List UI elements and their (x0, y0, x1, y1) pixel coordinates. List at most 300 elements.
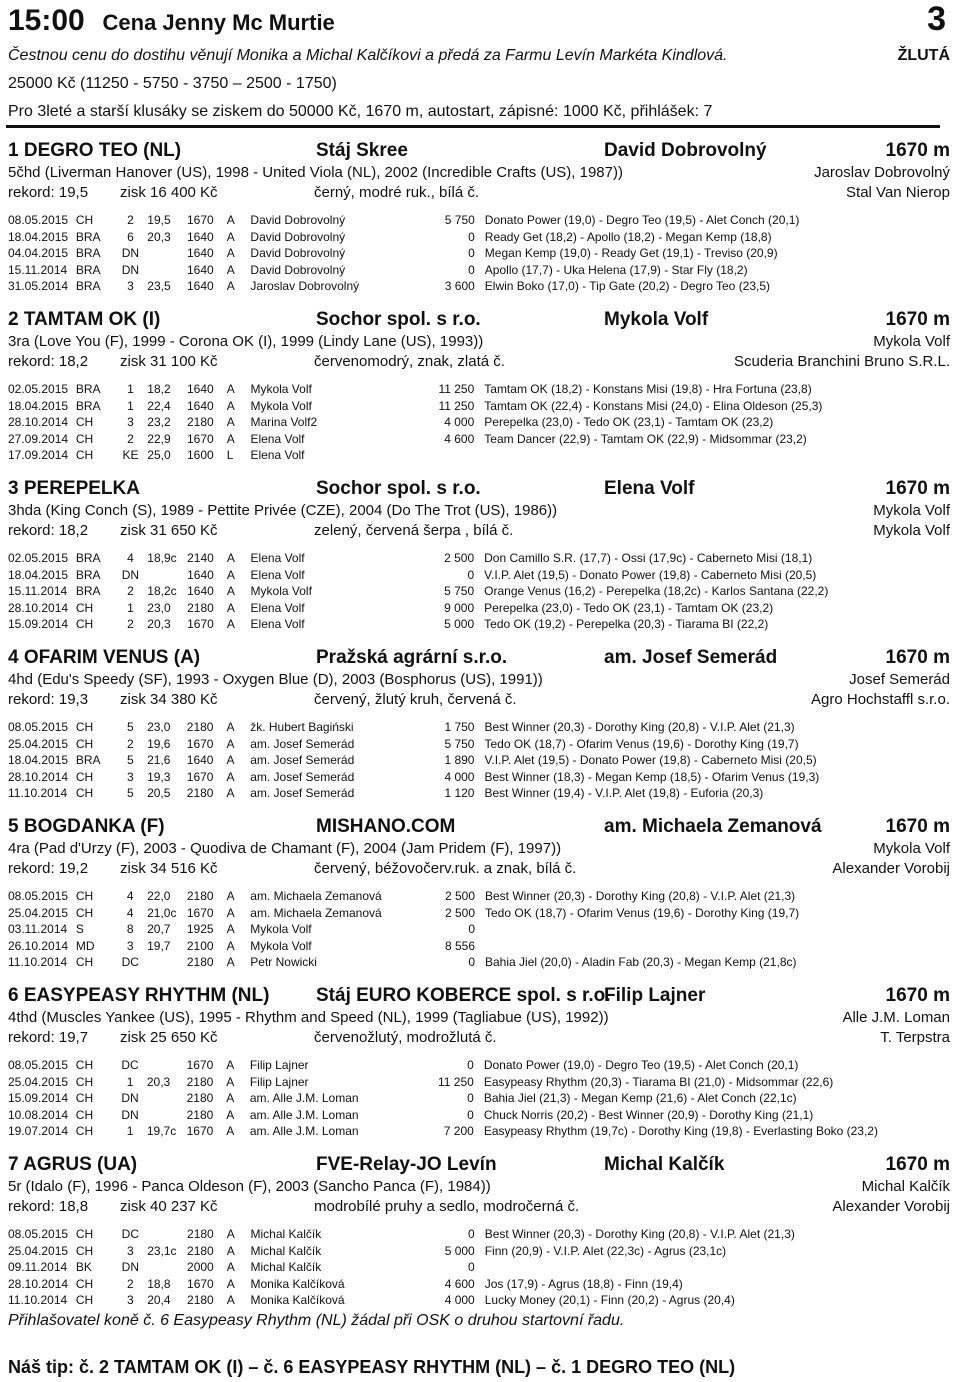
start-date: 25.04.2015 (8, 1243, 69, 1258)
horse-pedigree: 4thd (Muscles Yankee (US), 1995 - Rhythm and Speed (NL), 1999 (Tagliabue (US), 1992)) (8, 1009, 609, 1026)
start-driver: Elena Volf (250, 431, 305, 446)
start-place: 2 (127, 617, 134, 632)
horse-name: 6 EASYPEASY RHYTHM (NL) (8, 985, 270, 1006)
horse-owner: Alexander Vorobij (832, 1198, 950, 1215)
horse-pedigree-row (8, 502, 952, 522)
start-track: BRA (75, 584, 101, 599)
horse-record-row (8, 860, 952, 880)
start-place: KE (122, 448, 139, 463)
start-row (8, 567, 952, 584)
horse-name: 1 DEGRO TEO (NL) (8, 140, 182, 161)
horse-trainer: Michal Kalčík (861, 1178, 950, 1195)
start-place: 1 (126, 1074, 134, 1089)
start-driver: Michal Kalčík (250, 1243, 322, 1258)
start-time: 18,8 (147, 1276, 171, 1291)
start-date: 17.09.2014 (8, 448, 69, 463)
start-driver: am. Michaela Zemanová (250, 889, 382, 904)
start-driver: Elena Volf (250, 567, 305, 582)
start-prize: 5 750 (444, 213, 475, 228)
recent-starts-table (8, 1057, 952, 1140)
start-track: BK (75, 1260, 92, 1275)
horse-entry (8, 1154, 952, 1322)
start-place: 2 (127, 1276, 134, 1291)
horse-driver: Elena Volf (604, 478, 695, 499)
horse-entry (8, 985, 952, 1153)
horse-name: 3 PEREPELKA (8, 478, 140, 499)
start-type: A (226, 905, 235, 920)
horse-stable: FVE-Relay-JO Levín (316, 1154, 497, 1175)
start-distance: 2180 (187, 1293, 214, 1308)
start-result: Donato Power (19,0) - Degro Teo (19,5) - Alet Conch (20,1) (484, 213, 800, 228)
start-result: Ready Get (18,2) - Apollo (18,2) - Megan Kemp (18,8) (484, 229, 772, 244)
start-distance: 2180 (186, 720, 214, 735)
start-date: 15.09.2014 (8, 1091, 69, 1106)
start-distance: 1670 (186, 905, 214, 920)
horse-driver: am. Michaela Zemanová (604, 816, 822, 837)
start-time: 20,3 (147, 229, 171, 244)
start-prize: 0 (468, 955, 475, 970)
start-type: A (226, 1293, 235, 1308)
start-type: A (226, 213, 235, 228)
start-distance: 1640 (187, 567, 214, 582)
race-number: 3 (927, 0, 946, 38)
horse-pedigree-row (8, 333, 952, 353)
start-row (8, 1123, 952, 1140)
horse-pedigree-row (8, 1009, 952, 1029)
start-result: V.I.P. Alet (19,5) - Donato Power (19,8) - Caberneto Misi (20,5) (484, 567, 817, 582)
start-time: 25,0 (147, 448, 171, 463)
start-place: 1 (126, 1124, 134, 1139)
start-type: A (226, 889, 235, 904)
start-result: Megan Kemp (19,0) - Ready Get (19,1) - Treviso (20,9) (484, 246, 778, 261)
start-date: 11.10.2014 (8, 1293, 68, 1308)
start-place: 4 (126, 905, 134, 920)
start-distance: 1670 (186, 736, 214, 751)
horse-colors: červenožlutý, modrožlutá č. (314, 1029, 497, 1046)
horse-pedigree-row (8, 671, 952, 691)
start-result: Bahia Jiel (21,3) - Megan Kemp (21,6) - Alet Conch (22,1c) (483, 1091, 797, 1106)
horse-name: 4 OFARIM VENUS (A) (8, 647, 201, 668)
start-place: DN (121, 262, 140, 277)
start-distance: 2180 (187, 1243, 214, 1258)
start-row (8, 245, 952, 262)
start-time: 21,0c (147, 905, 177, 920)
start-time: 23,0 (147, 600, 171, 615)
start-result: Best Winner (19,4) - V.I.P. Alet (19,8) - Euforia (20,3) (484, 786, 764, 801)
race-conditions: Pro 3leté a starší klusáky se ziskem do 50000 Kč, 1670 m, autostart, zápisné: 1000 Kč, přihlášek: 7 (8, 103, 713, 120)
start-row (8, 1074, 952, 1091)
horse-record: rekord: 19,5 (8, 184, 89, 201)
horse-title-row (8, 478, 952, 502)
start-prize: 11 250 (438, 1074, 474, 1089)
start-row (8, 381, 952, 398)
start-track: BRA (75, 551, 101, 566)
start-place: DN (121, 246, 140, 261)
horse-name: 7 AGRUS (UA) (8, 1154, 138, 1175)
horse-earnings: zisk 25 650 Kč (120, 1029, 218, 1046)
start-place: 2 (126, 736, 134, 751)
start-result: Apollo (17,7) - Uka Helena (17,9) - Star Fly (18,2) (484, 262, 748, 277)
start-type: A (226, 1074, 235, 1089)
start-track: S (75, 922, 84, 937)
start-place: 5 (126, 786, 134, 801)
start-date: 08.05.2015 (8, 889, 69, 904)
start-driver: Marina Volf2 (250, 415, 318, 430)
start-prize: 0 (467, 1107, 474, 1122)
horse-driver: Mykola Volf (604, 309, 709, 330)
start-driver: David Dobrovolný (250, 262, 346, 277)
start-place: DN (121, 567, 140, 582)
start-time: 21,6 (147, 753, 171, 768)
start-distance: 1640 (186, 229, 214, 244)
start-row (8, 954, 952, 971)
start-prize: 5 000 (444, 617, 475, 632)
horse-colors: zelený, červená šerpa , bílá č. (314, 522, 514, 539)
start-date: 15.11.2014 (8, 262, 68, 277)
start-distance: 1670 (187, 1276, 214, 1291)
start-time: 22,4 (147, 398, 171, 413)
start-date: 02.05.2015 (8, 551, 69, 566)
start-track: CH (75, 1124, 94, 1139)
start-row (8, 1243, 952, 1260)
start-result (485, 921, 952, 938)
horse-record-row (8, 184, 952, 204)
start-prize: 2 500 (444, 551, 475, 566)
start-result (485, 1259, 952, 1276)
start-type: A (226, 736, 235, 751)
start-row (8, 1090, 952, 1107)
start-place: 4 (127, 551, 134, 566)
start-track: CH (75, 415, 94, 430)
start-place: 2 (127, 431, 134, 446)
start-track: BRA (75, 382, 101, 397)
recent-starts-table (8, 888, 952, 971)
start-type: A (226, 1260, 235, 1275)
horse-earnings: zisk 34 380 Kč (120, 691, 218, 708)
start-date: 28.10.2014 (8, 415, 69, 430)
start-prize: 4 000 (444, 1293, 475, 1308)
horse-pedigree: 3ra (Love You (F), 1999 - Corona OK (I), 1999 (Lindy Lane (US), 1993)) (8, 333, 484, 350)
horse-record-row (8, 522, 952, 542)
start-prize: 0 (468, 229, 475, 244)
start-type: A (226, 279, 235, 294)
start-date: 18.04.2015 (8, 753, 69, 768)
start-result: Best Winner (20,3) - Dorothy King (20,8) - V.I.P. Alet (21,3) (484, 720, 795, 735)
horse-owner: Agro Hochstaffl s.r.o. (811, 691, 950, 708)
start-driver: Elena Volf (250, 617, 305, 632)
start-distance: 1670 (186, 1058, 214, 1073)
start-driver: am. Alle J.M. Loman (249, 1107, 359, 1122)
start-time: 20,3 (146, 1074, 171, 1089)
start-track: CH (75, 889, 94, 904)
start-date: 18.04.2015 (8, 567, 69, 582)
start-prize: 1 890 (444, 753, 475, 768)
start-driver: Filip Lajner (249, 1058, 309, 1073)
start-date: 11.10.2014 (8, 786, 68, 801)
start-distance: 1600 (186, 448, 214, 463)
race-dedication: Čestnou cenu do dostihu věnují Monika a Michal Kalčíkovi a předá za Farmu Levín Markéta Kindlová. (8, 47, 728, 64)
start-track: CH (75, 617, 94, 632)
start-driver: am. Josef Semerád (250, 786, 355, 801)
start-date: 15.11.2014 (8, 584, 68, 599)
horse-record-row (8, 691, 952, 711)
horse-colors: modrobílé pruhy a sedlo, modročerná č. (314, 1198, 580, 1215)
start-time: 19,3 (147, 769, 171, 784)
horse-driver: am. Josef Semerád (604, 647, 778, 668)
start-prize: 11 250 (438, 382, 475, 397)
start-track: CH (75, 448, 94, 463)
start-distance: 2000 (187, 1260, 214, 1275)
race-title (8, 4, 335, 38)
start-type: A (226, 720, 235, 735)
start-date: 28.10.2014 (8, 600, 69, 615)
horse-title-row (8, 309, 952, 333)
start-distance: 1670 (186, 769, 214, 784)
start-type: A (226, 567, 235, 582)
horse-owner: Stal Van Nierop (846, 184, 950, 201)
start-row (8, 262, 952, 279)
start-date: 10.08.2014 (8, 1107, 69, 1122)
start-driver: Monika Kalčíková (250, 1276, 345, 1291)
start-prize: 0 (468, 922, 475, 937)
horse-pedigree-row (8, 164, 952, 184)
horse-stable: Pražská agrární s.r.o. (316, 647, 508, 668)
start-type: A (226, 922, 235, 937)
start-driver: am. Alle J.M. Loman (249, 1091, 359, 1106)
start-row (8, 938, 952, 955)
start-type: A (226, 1243, 235, 1258)
start-place: 1 (127, 382, 134, 397)
horse-entry (8, 647, 952, 815)
start-place: DC (121, 955, 139, 970)
horse-record-row (8, 353, 952, 373)
start-driver: Petr Nowicki (250, 955, 317, 970)
start-type: A (226, 246, 235, 261)
start-place: 2 (127, 213, 134, 228)
start-distance: 2180 (187, 600, 214, 615)
start-row (8, 616, 952, 633)
start-track: CH (75, 1227, 94, 1242)
start-track: CH (75, 786, 94, 801)
start-type: A (226, 1058, 235, 1073)
start-prize: 2 500 (444, 905, 475, 920)
start-track: CH (75, 1243, 94, 1258)
start-date: 18.04.2015 (8, 398, 69, 413)
horse-pedigree-row (8, 1178, 952, 1198)
start-type: A (226, 753, 235, 768)
start-result: Best Winner (20,3) - Dorothy King (20,8) - V.I.P. Alet (21,3) (484, 1227, 795, 1242)
start-prize: 1 750 (444, 720, 475, 735)
start-track: CH (75, 720, 94, 735)
horse-distance: 1670 m (885, 816, 950, 837)
start-type: A (226, 769, 235, 784)
horse-earnings: zisk 34 516 Kč (120, 860, 218, 877)
start-result (484, 447, 952, 464)
start-time (147, 954, 187, 971)
start-prize: 4 000 (444, 769, 475, 784)
start-place: DC (121, 1227, 140, 1242)
horse-stable: Sochor spol. s r.o. (316, 478, 481, 499)
recent-starts-table (8, 719, 952, 802)
start-result: Best Winner (20,3) - Dorothy King (20,8) - V.I.P. Alet (21,3) (485, 889, 796, 904)
start-row (8, 229, 952, 246)
start-track: CH (75, 431, 94, 446)
recent-starts-table (8, 212, 952, 295)
start-time: 19,6 (147, 736, 171, 751)
horse-earnings: zisk 31 650 Kč (120, 522, 218, 539)
horse-colors: červený, žlutý kruh, červená č. (314, 691, 517, 708)
start-place: 5 (126, 753, 134, 768)
start-track: BRA (75, 279, 101, 294)
horse-earnings: zisk 31 100 Kč (120, 353, 218, 370)
start-row (8, 1259, 952, 1276)
start-type: A (226, 415, 235, 430)
start-place: 3 (127, 1293, 134, 1308)
start-place: DC (121, 1058, 139, 1073)
horse-entry (8, 478, 952, 646)
start-track: BRA (75, 229, 101, 244)
start-track: BRA (75, 262, 101, 277)
start-driver: Jaroslav Dobrovolný (250, 279, 360, 294)
horse-record-row (8, 1029, 952, 1049)
horse-trainer: Josef Semerád (849, 671, 950, 688)
horse-pedigree: 3hda (King Conch (S), 1989 - Pettite Privée (CZE), 2004 (Do The Trot (US), 1986)) (8, 502, 558, 519)
start-time: 23,5 (147, 279, 171, 294)
start-prize: 0 (468, 1227, 475, 1242)
start-prize: 1 120 (444, 786, 475, 801)
start-result: Elwin Boko (17,0) - Tip Gate (20,2) - Degro Teo (23,5) (484, 279, 771, 294)
horse-record: rekord: 18,8 (8, 1198, 89, 1215)
start-driver: Mykola Volf (250, 398, 312, 413)
start-date: 08.05.2015 (8, 1058, 69, 1073)
start-time: 19,5 (147, 213, 171, 228)
start-date: 25.04.2015 (8, 736, 69, 751)
horse-entry (8, 309, 952, 477)
horse-title-row (8, 647, 952, 671)
start-time: 23,0 (147, 720, 171, 735)
start-track: BRA (75, 753, 101, 768)
start-distance: 1640 (186, 279, 214, 294)
start-prize: 5 000 (444, 1243, 475, 1258)
race-color-label: ŽLUTÁ (897, 47, 950, 64)
start-result: Orange Venus (16,2) - Perepelka (18,2c) - Karlos Santana (22,2) (484, 584, 829, 599)
start-result: V.I.P. Alet (19,5) - Donato Power (19,8) - Caberneto Misi (20,5) (484, 753, 817, 768)
start-place: 3 (127, 1243, 134, 1258)
horse-title-row (8, 1154, 952, 1178)
start-prize: 0 (468, 246, 475, 261)
start-row (8, 769, 952, 786)
start-row (8, 1276, 952, 1293)
start-result: Donato Power (19,0) - Degro Teo (19,5) - Alet Conch (20,1) (483, 1058, 799, 1073)
start-row (8, 905, 952, 922)
start-date: 09.11.2014 (8, 1260, 68, 1275)
start-date: 18.04.2015 (8, 229, 69, 244)
start-time (147, 262, 187, 279)
start-time (147, 1090, 187, 1107)
start-result: Perepelka (23,0) - Tedo OK (23,1) - Tamtam OK (23,2) (484, 600, 774, 615)
horse-trainer: Jaroslav Dobrovolný (814, 164, 950, 181)
start-type: A (226, 551, 235, 566)
start-time: 20,3 (147, 617, 171, 632)
start-place: 1 (127, 398, 134, 413)
start-track: CH (75, 1074, 94, 1089)
horse-entry (8, 140, 952, 308)
start-distance: 1640 (186, 753, 214, 768)
horse-title-row (8, 985, 952, 1009)
start-driver: žk. Hubert Bagiński (250, 720, 354, 735)
start-track: CH (75, 736, 94, 751)
horse-distance: 1670 m (885, 647, 950, 668)
start-place: DN (121, 1091, 139, 1106)
start-driver: Mykola Volf (250, 584, 312, 599)
start-place: 3 (127, 279, 134, 294)
horse-stable: Sochor spol. s r.o. (316, 309, 481, 330)
start-place: 3 (127, 415, 134, 430)
start-prize: 4 000 (444, 415, 475, 430)
start-type: A (226, 398, 235, 413)
horse-record: rekord: 18,2 (8, 353, 89, 370)
horse-driver: David Dobrovolný (604, 140, 767, 161)
start-distance: 1640 (186, 398, 214, 413)
start-date: 15.09.2014 (8, 617, 69, 632)
start-date: 03.11.2014 (8, 922, 68, 937)
horse-entry (8, 816, 952, 984)
horse-owner: Mykola Volf (873, 522, 950, 539)
horse-distance: 1670 m (885, 1154, 950, 1175)
start-prize: 0 (468, 262, 475, 277)
horse-stable: MISHANO.COM (316, 816, 456, 837)
horse-owner: Scuderia Branchini Bruno S.R.L. (734, 353, 950, 370)
start-time: 18,2c (147, 584, 177, 599)
start-result: Easypeasy Rhythm (20,3) - Tiarama BI (21,0) - Midsommar (22,6) (483, 1074, 834, 1089)
start-row (8, 719, 952, 736)
start-type: A (226, 617, 235, 632)
start-type: A (226, 600, 235, 615)
start-result: Jos (17,9) - Agrus (18,8) - Finn (19,4) (484, 1276, 683, 1291)
start-result: Perepelka (23,0) - Tedo OK (23,1) - Tamtam OK (23,2) (484, 415, 774, 430)
start-distance: 2180 (186, 889, 214, 904)
horse-distance: 1670 m (885, 478, 950, 499)
recent-starts-table (8, 1226, 952, 1309)
start-prize: 0 (467, 1058, 474, 1073)
start-distance: 2140 (187, 551, 214, 566)
horse-pedigree: 4ra (Pad d'Urzy (F), 2003 - Quodiva de Chamant (F), 2004 (Jam Pridem (F), 1997)) (8, 840, 562, 857)
horse-earnings: zisk 16 400 Kč (120, 184, 218, 201)
start-time: 23,2 (147, 415, 171, 430)
start-prize: 0 (468, 1260, 475, 1275)
start-distance: 1670 (186, 431, 214, 446)
start-result: Tamtam OK (18,2) - Konstans Misi (19,8) - Hra Fortuna (23,8) (484, 382, 812, 397)
start-type: A (226, 786, 235, 801)
start-date: 28.10.2014 (8, 1276, 69, 1291)
start-type: A (226, 955, 235, 970)
start-date: 08.05.2015 (8, 720, 69, 735)
start-time: 19,7c (146, 1124, 177, 1139)
start-time: 20,4 (147, 1293, 171, 1308)
horse-trainer: Mykola Volf (873, 333, 950, 350)
horse-stable: Stáj EURO KOBERCE spol. s r.o. (316, 985, 611, 1006)
start-driver: am. Josef Semerád (250, 753, 355, 768)
start-prize: 8 556 (444, 938, 475, 953)
start-row (8, 1107, 952, 1124)
horse-name: 5 BOGDANKA (F) (8, 816, 165, 837)
start-type: A (226, 1124, 235, 1139)
start-track: BRA (75, 246, 101, 261)
start-date: 28.10.2014 (8, 769, 69, 784)
race-prizes: 25000 Kč (11250 - 5750 - 3750 – 2500 - 1750) (8, 75, 337, 92)
start-track: CH (75, 600, 94, 615)
start-driver: am. Josef Semerád (250, 769, 355, 784)
